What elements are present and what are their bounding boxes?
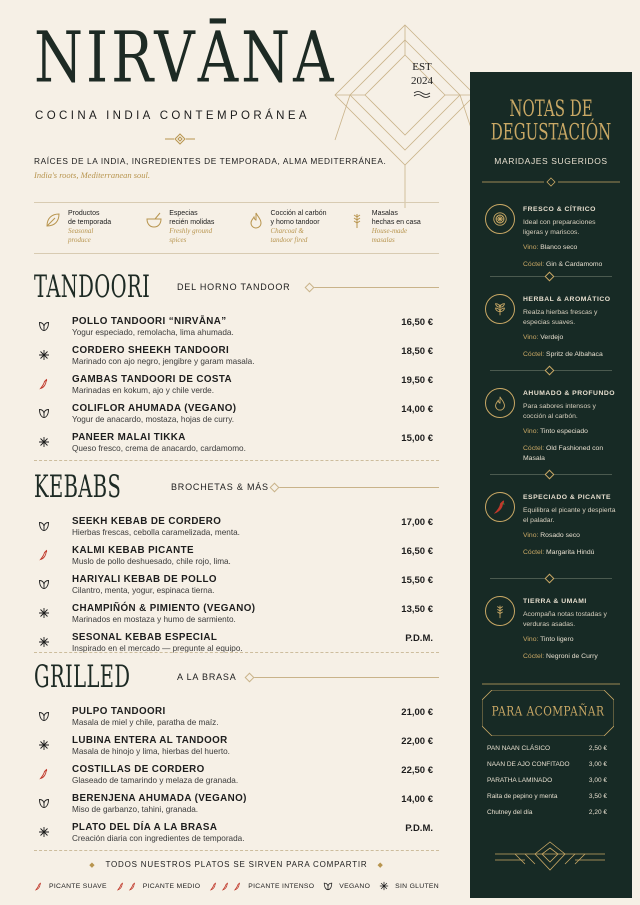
leaf-icon <box>44 211 62 229</box>
menu-item <box>34 372 439 401</box>
diamond-icon <box>545 366 555 376</box>
menu-item <box>34 630 439 659</box>
mortar-icon <box>145 211 163 229</box>
diamond-ornament-icon <box>165 132 195 146</box>
pairing-description: Ideal con preparaciones ligeras y mariscos. <box>523 219 596 236</box>
item-name: CHAMPIÑÓN & PIMIENTO (VEGANO) <box>72 603 256 614</box>
item-price: 13,50 € <box>401 604 433 615</box>
chili-icon <box>38 377 50 389</box>
section-kebabs <box>34 468 439 659</box>
side-name: PAN NAAN CLÁSICO <box>487 745 551 752</box>
item-name: PULPO TANDOORI <box>72 706 166 717</box>
chili-medium-icon <box>116 882 140 891</box>
diamond-icon <box>545 470 555 480</box>
chili-icon <box>38 767 50 779</box>
citrus-icon <box>492 211 508 227</box>
item-description: Queso fresco, crema de anacardo, cardamomo. <box>72 444 246 453</box>
section-grilled <box>34 658 439 849</box>
side-name: Chutney del día <box>487 809 533 816</box>
item-description: Inspirado en el mercado — pregunte al equipo. <box>72 644 243 653</box>
item-description: Glaseado de tamarindo y melaza de granada. <box>72 776 239 785</box>
pairing-icon-frame <box>485 388 515 418</box>
menu-item <box>34 733 439 762</box>
vegan-leaf-icon <box>38 406 50 418</box>
diamond-icon <box>305 283 315 293</box>
pairing-wine: Vino: Tinto ligero <box>523 636 574 643</box>
panel-subtitle: MARIDAJES SUGERIDOS <box>494 156 608 166</box>
section-divider <box>34 850 439 851</box>
vegan-leaf-icon <box>323 881 336 891</box>
section-header <box>34 468 439 504</box>
pairing-icon-frame <box>485 492 515 522</box>
pairing-wine: Vino: Tinto especiado <box>523 428 588 435</box>
side-item <box>487 793 607 809</box>
item-price: 19,50 € <box>401 375 433 386</box>
vegan-leaf-icon <box>38 519 50 531</box>
item-price: 15,50 € <box>401 575 433 586</box>
item-name: CORDERO SHEEKH TANDOORI <box>72 345 230 356</box>
side-price: 3,00 € <box>588 777 607 784</box>
side-item <box>487 745 607 761</box>
diamond-icon: ◆ <box>377 862 384 869</box>
section-header <box>34 658 439 694</box>
chili-icon <box>492 499 508 515</box>
intro-text-en: India's roots, Mediterranean soul. <box>34 170 151 180</box>
gluten-free-icon <box>38 606 50 618</box>
diamond-icon: ◆ <box>89 862 96 869</box>
panel-ornament-line <box>470 678 632 690</box>
item-price: 14,00 € <box>401 404 433 415</box>
pairing-cocktail: Cóctel: Spritz de Albahaca <box>523 351 603 358</box>
menu-item <box>34 543 439 572</box>
brand-logo: NIRVĀNA <box>34 17 337 99</box>
side-item <box>487 809 607 825</box>
features-bar <box>34 202 439 254</box>
item-name: SESONAL KEBAB ESPECIAL <box>72 632 218 643</box>
wheat-icon <box>348 211 366 229</box>
est-badge <box>405 60 439 98</box>
menu-item <box>34 343 439 372</box>
item-name: KALMI KEBAB PICANTE <box>72 545 194 556</box>
item-description: Hierbas frescas, cebolla caramelizada, menta. <box>72 528 240 537</box>
legend-item: PICANTE MEDIO <box>116 881 201 891</box>
side-price: 2,20 € <box>588 809 607 816</box>
pairing-cocktail: Cóctel: Margarita Hindú <box>523 549 595 556</box>
legend-item: PICANTE INTENSO <box>209 881 314 891</box>
item-price: 18,50 € <box>401 346 433 357</box>
diamond-icon <box>245 673 255 683</box>
side-name: NAAN DE AJO CONFITADO <box>487 761 570 768</box>
item-name: LUBINA ENTERA AL TANDOOR <box>72 735 228 746</box>
pairing-description: Acompaña notas tostadas y verduras asadas. <box>523 611 607 628</box>
tagline: COCINA INDIA CONTEMPORÁNEA <box>35 110 310 122</box>
gluten-free-icon <box>379 881 392 891</box>
pairing-wine: Vino: Verdejo <box>523 334 564 341</box>
item-name: PANEER MALAI TIKKA <box>72 432 186 443</box>
pairing-heading: FRESCO & CÍTRICO <box>523 206 596 213</box>
pairing-cocktail: Cóctel: Negroni de Curry <box>523 653 598 660</box>
item-description: Muslo de pollo deshuesado, chile rojo, lima. <box>72 557 231 566</box>
pairing-icon-frame <box>485 204 515 234</box>
chili-hot-icon <box>209 882 245 891</box>
flame-icon <box>247 211 265 229</box>
side-name: Raita de pepino y menta <box>487 793 558 800</box>
item-price: 17,00 € <box>401 517 433 528</box>
item-description: Masala de miel y chile, paratha de maíz. <box>72 718 219 727</box>
item-description: Marinadas en kokum, ajo y chile verde. <box>72 386 214 395</box>
pairing-wine: Vino: Rosado seco <box>523 532 580 539</box>
item-price: 22,00 € <box>401 736 433 747</box>
item-description: Yogur de anacardo, mostaza, hojas de curry. <box>72 415 235 424</box>
pairing-cocktail: Cóctel: Old Fashioned con Masala <box>523 445 604 462</box>
item-name: POLLO TANDOORI “NIRVĀNA” <box>72 316 227 327</box>
herb-icon <box>492 301 508 317</box>
pairing-wine: Vino: Blanco seco <box>523 244 578 251</box>
side-item <box>487 777 607 793</box>
item-price: 16,50 € <box>401 546 433 557</box>
legend-item: VEGANO <box>323 881 370 891</box>
pairing-icon-frame <box>485 294 515 324</box>
est-year: 2024 <box>411 75 433 87</box>
section-rule <box>249 677 439 678</box>
menu-item <box>34 314 439 343</box>
pairing-icon-frame <box>485 596 515 626</box>
item-price: 14,00 € <box>401 794 433 805</box>
section-rule <box>309 287 439 288</box>
section-tandoori <box>34 268 439 459</box>
est-label: EST <box>412 61 432 73</box>
diamond-icon <box>270 483 280 493</box>
item-price: 15,00 € <box>401 433 433 444</box>
item-description: Yogur especiado, remolacha, lima ahumada. <box>72 328 234 337</box>
section-title: TANDOORI <box>34 268 151 305</box>
gluten-free-icon <box>38 738 50 750</box>
gluten-free-icon <box>38 825 50 837</box>
pairing-cocktail: Cóctel: Gin & Cardamomo <box>523 261 603 268</box>
diamond-icon <box>545 272 555 282</box>
menu-item <box>34 430 439 459</box>
share-note: ◆ TODOS NUESTROS PLATOS SE SIRVEN PARA COMPARTIR ◆ <box>89 860 384 869</box>
menu-item <box>34 401 439 430</box>
item-name: HARIYALI KEBAB DE POLLO <box>72 574 217 585</box>
smoke-icon <box>492 395 508 411</box>
item-name: BERENJENA AHUMADA (VEGANO) <box>72 793 247 804</box>
menu-item <box>34 791 439 820</box>
feature-charcoal: Cocción al carbón y horno tandoor Charcoal & tandoor fired <box>237 203 338 253</box>
item-price: 21,00 € <box>401 707 433 718</box>
vegan-leaf-icon <box>38 796 50 808</box>
intro-text: RAÍCES DE LA INDIA, INGREDIENTES DE TEMPORADA, ALMA MEDITERRÁNEA. <box>34 156 387 166</box>
item-name: PLATO DEL DÍA A LA BRASA <box>72 822 218 833</box>
side-price: 2,50 € <box>588 745 607 752</box>
item-price: 16,50 € <box>401 317 433 328</box>
side-item <box>487 761 607 777</box>
section-divider <box>34 652 439 653</box>
pairing-heading: TIERRA & UMAMI <box>523 598 587 605</box>
item-description: Cilantro, menta, yogur, espinaca tierna. <box>72 586 215 595</box>
vegan-leaf-icon <box>38 319 50 331</box>
wheat-icon <box>492 603 508 619</box>
item-price: 22,50 € <box>401 765 433 776</box>
panel-title: NOTAS DE DEGUSTACIÓN <box>490 96 612 147</box>
side-price: 3,00 € <box>588 761 607 768</box>
feature-masalas: Masalas hechas en casa House-made masalas <box>338 203 439 253</box>
feature-spices: Especias recién molidas Freshly ground spices <box>135 203 236 253</box>
menu-item <box>34 762 439 791</box>
gluten-free-icon <box>38 348 50 360</box>
chili-mild-icon <box>34 882 46 891</box>
item-name: COLIFLOR AHUMADA (VEGANO) <box>72 403 237 414</box>
section-subtitle: DEL HORNO TANDOOR <box>177 282 291 292</box>
pairing-description: Realza hierbas frescas y especias suaves. <box>523 309 598 326</box>
item-description: Miso de garbanzo, tahini, granada. <box>72 805 199 814</box>
section-title: KEBABS <box>34 468 122 505</box>
menu-item <box>34 514 439 543</box>
item-name: GAMBAS TANDOORI DE COSTA <box>72 374 232 385</box>
side-price: 3,50 € <box>588 793 607 800</box>
chili-icon <box>38 548 50 560</box>
item-description: Marinados en mostaza y humo de sarmiento. <box>72 615 236 624</box>
art-deco-ornament <box>330 20 480 210</box>
vegan-leaf-icon <box>38 709 50 721</box>
art-deco-bottom-ornament <box>495 840 605 878</box>
vegan-leaf-icon <box>38 577 50 589</box>
pairing-description: Para sabores intensos y cocción al carbón. <box>523 403 596 420</box>
item-price: P.D.M. <box>405 823 433 834</box>
menu-item <box>34 572 439 601</box>
sides-title: PARA ACOMPAÑAR <box>491 704 605 719</box>
item-description: Marinado con ajo negro, jengibre y garam masala. <box>72 357 255 366</box>
item-description: Creación diaria con ingredientes de temporada. <box>72 834 245 843</box>
section-header <box>34 268 439 304</box>
pairing-description: Equilibra el picante y despierta el paladar. <box>523 507 616 524</box>
pairing-heading: AHUMADO & PROFUNDO <box>523 390 616 397</box>
wave-icon <box>413 90 431 98</box>
section-rule <box>274 487 439 488</box>
section-subtitle: BROCHETAS & MÁS <box>171 482 269 492</box>
feature-seasonal: Productos de temporada Seasonal produce <box>34 203 135 253</box>
section-title: GRILLED <box>34 658 131 695</box>
gluten-free-icon <box>38 435 50 447</box>
legend-item: PICANTE SUAVE <box>34 881 107 891</box>
diamond-ornament-icon <box>482 176 620 188</box>
pairing-heading: HERBAL & AROMÁTICO <box>523 296 611 303</box>
menu-item <box>34 820 439 849</box>
section-divider <box>34 460 439 461</box>
side-name: PARATHA LAMINADO <box>487 777 553 784</box>
diamond-icon <box>545 574 555 584</box>
item-name: SEEKH KEBAB DE CORDERO <box>72 516 222 527</box>
item-price: P.D.M. <box>405 633 433 644</box>
menu-item <box>34 601 439 630</box>
legend-item: SIN GLUTEN <box>379 881 439 891</box>
menu-item <box>34 704 439 733</box>
dietary-legend <box>34 881 439 891</box>
pairing-heading: ESPECIADO & PICANTE <box>523 494 612 501</box>
item-description: Masala de hinojo y lima, hierbas del huerto. <box>72 747 230 756</box>
gluten-free-icon <box>38 635 50 647</box>
item-name: COSTILLAS DE CORDERO <box>72 764 205 775</box>
section-subtitle: A LA BRASA <box>177 672 237 682</box>
